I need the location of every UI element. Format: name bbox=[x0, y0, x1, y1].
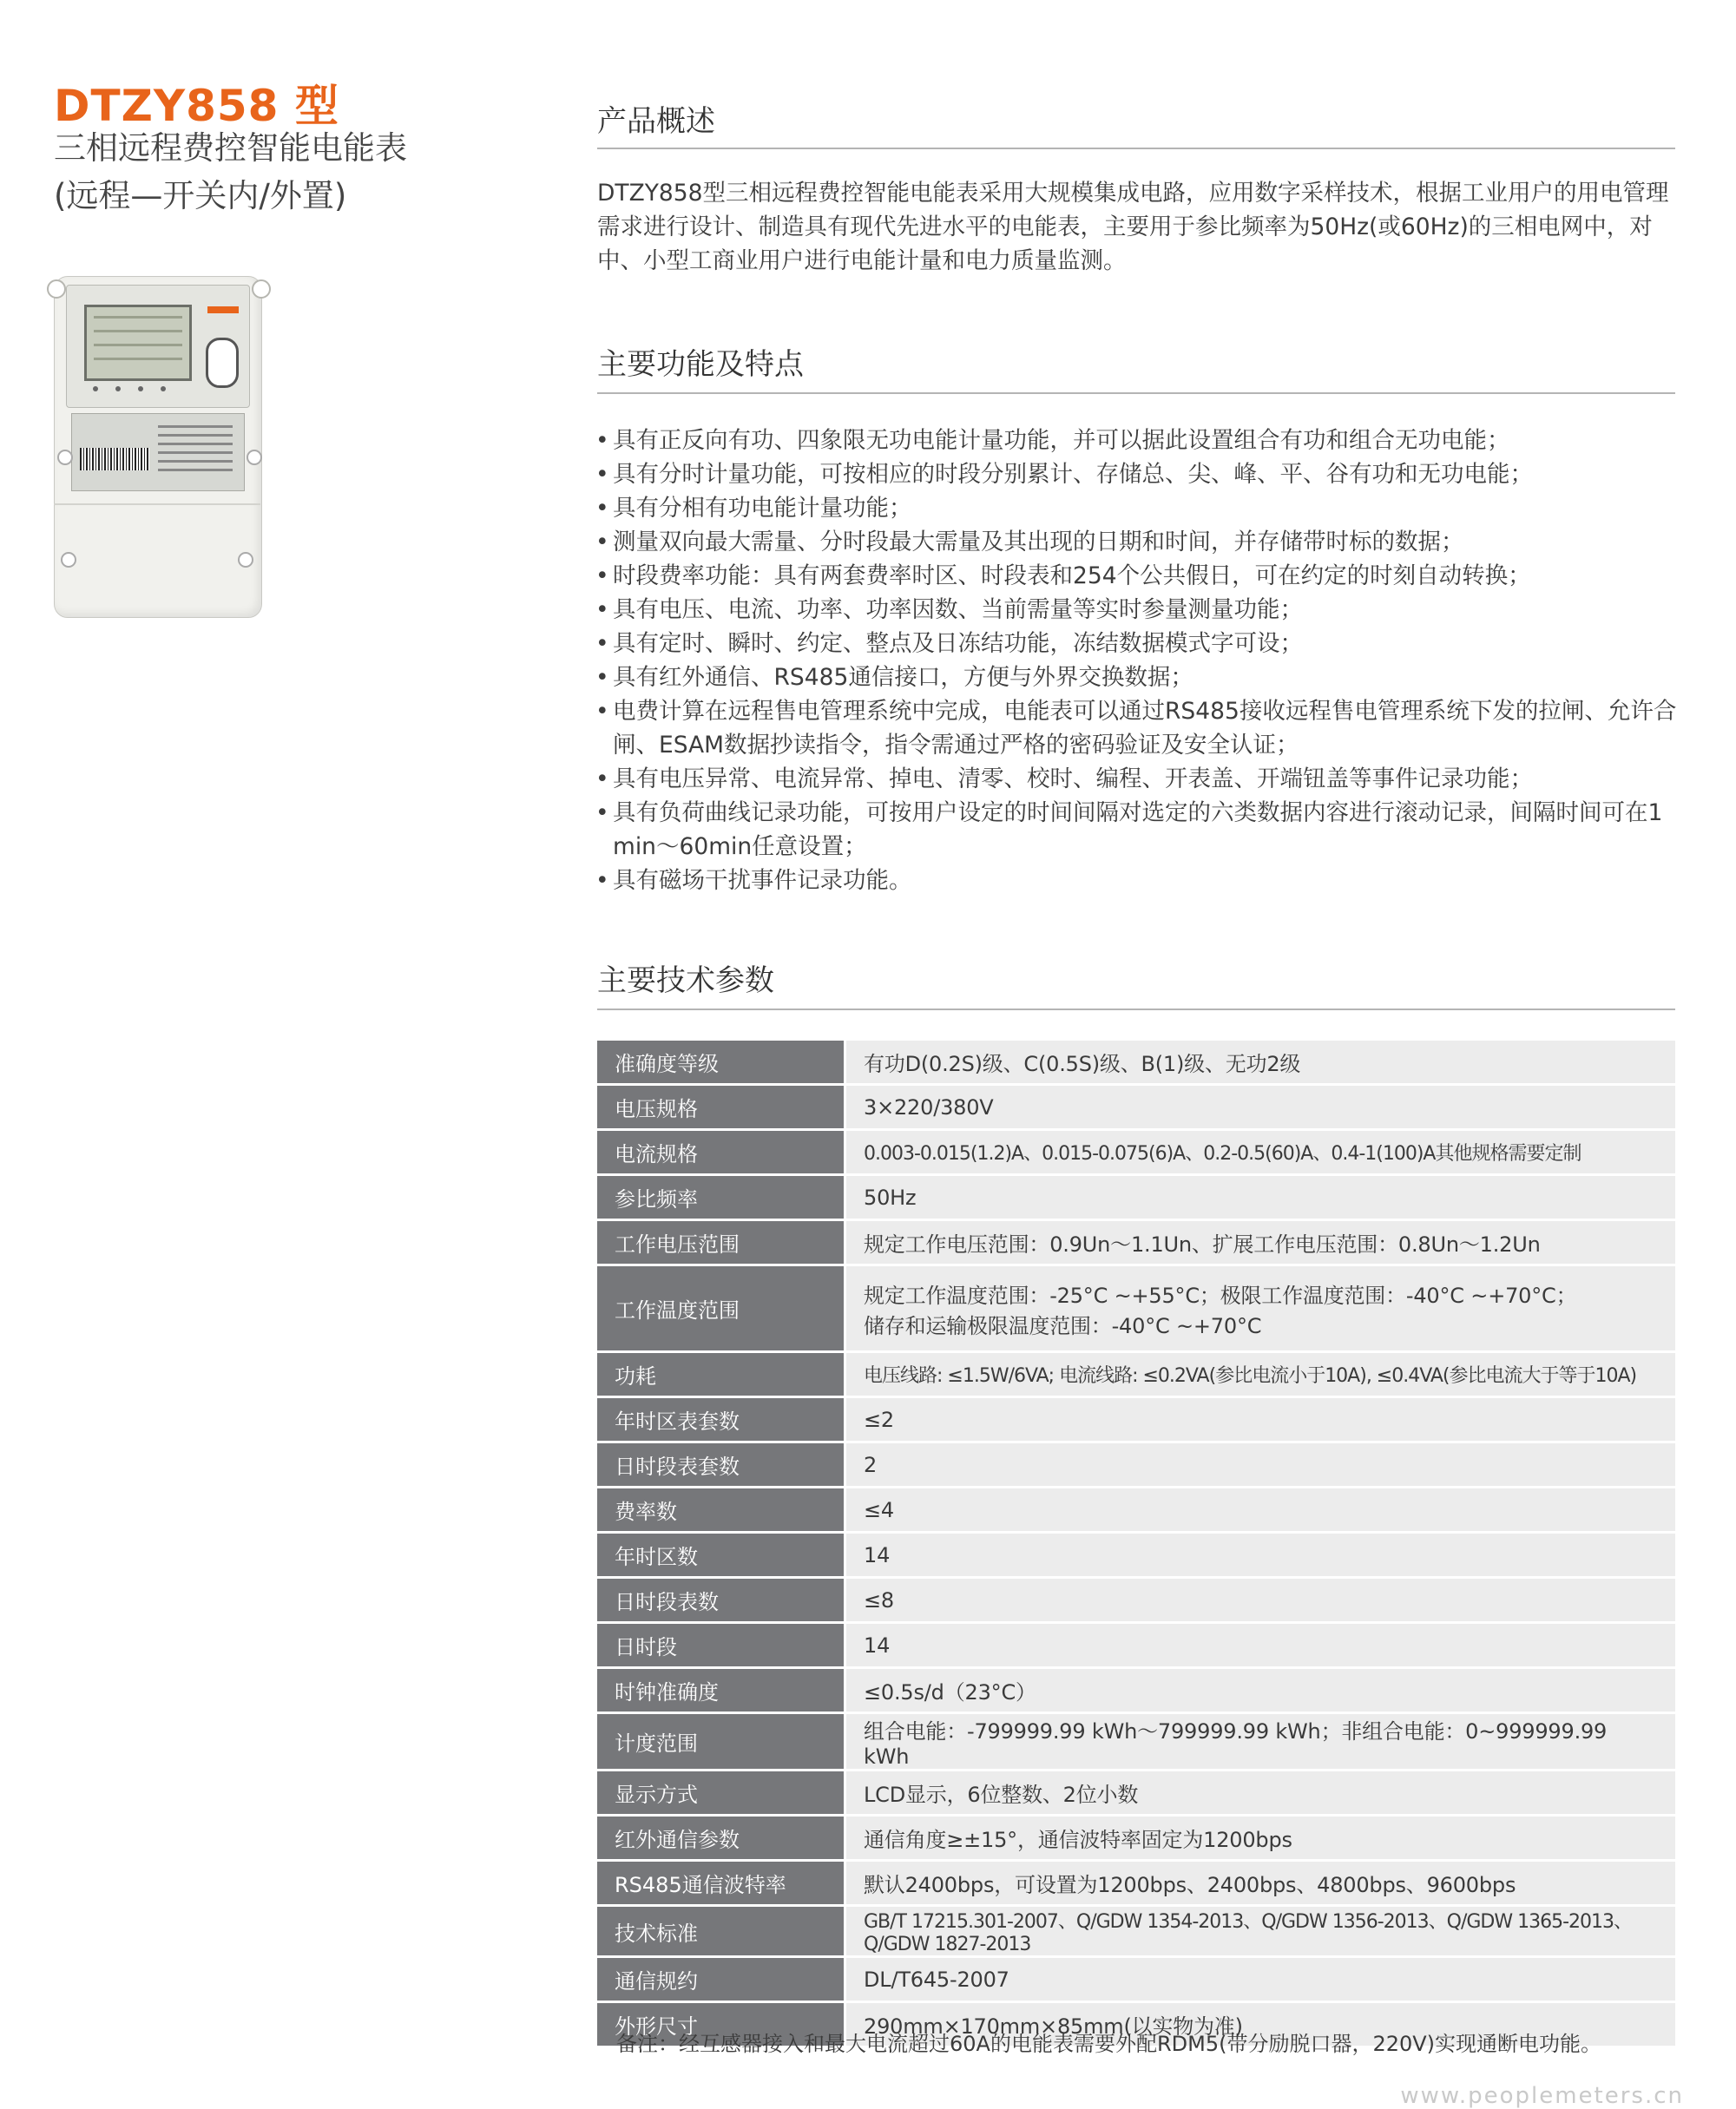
spec-value-line: 290mm×170mm×85mm(以实物为准) bbox=[864, 2014, 1243, 2039]
spec-key: 显示方式 bbox=[597, 1771, 846, 1814]
website-watermark: www.peoplemeters.cn bbox=[1400, 2083, 1684, 2109]
overview-text: DTZY858型三相远程费控智能电能表采用大规模集成电路，应用数字采样技术，根据工业用户的用电管理需求进行设计、制造具有现代先进水平的电能表，主要用于参比频率为50Hz(或60Hz)的三相电网中，对中、小型工商业用户进行电能计量和电力质量监测。 bbox=[597, 180, 1669, 274]
features-list bbox=[594, 424, 1689, 897]
spec-value bbox=[846, 1958, 1675, 2001]
feature-item: • 具有负荷曲线记录功能，可按用户设定的时间间隔对选定的六类数据内容进行滚动记录，间隔时间可在1 min～60min任意设置； bbox=[594, 796, 1689, 864]
spec-value-line: ≤0.5s/d（23°C） bbox=[864, 1680, 1036, 1705]
spec-value bbox=[846, 1669, 1675, 1712]
feature-item: • 具有分时计量功能，可按相应的时段分别累计、存储总、尖、峰、平、谷有功和无功电能； bbox=[594, 457, 1689, 491]
spec-row bbox=[597, 1353, 1675, 1396]
features-heading: 主要功能及特点 bbox=[597, 347, 804, 382]
specs-heading: 主要技术参数 bbox=[597, 963, 774, 998]
feature-item: • 具有正反向有功、四象限无功电能计量功能，并可以据此设置组合有功和组合无功电能； bbox=[594, 424, 1689, 457]
spec-value-line: DL/T645-2007 bbox=[864, 1967, 1009, 1992]
spec-key: 技术标准 bbox=[597, 1907, 846, 1955]
feature-item: • 具有红外通信、RS485通信接口，方便与外界交换数据； bbox=[594, 660, 1689, 694]
feature-item: • 测量双向最大需量、分时段最大需量及其出现的日期和时间，并存储带时标的数据； bbox=[594, 525, 1689, 559]
spec-value-line: 2 bbox=[864, 1452, 878, 1477]
spec-row bbox=[597, 1488, 1675, 1531]
spec-value-line: 通信角度≥±15°，通信波特率固定为1200bps bbox=[864, 1828, 1292, 1852]
section-divider bbox=[597, 1009, 1675, 1010]
feature-item: • 具有分相有功电能计量功能； bbox=[594, 491, 1689, 525]
section-divider bbox=[597, 148, 1675, 149]
spec-value bbox=[846, 1624, 1675, 1666]
feature-item: • 具有电压异常、电流异常、掉电、清零、校时、编程、开表盖、开端钮盖等事件记录功能； bbox=[594, 762, 1689, 796]
spec-row bbox=[597, 1579, 1675, 1621]
spec-key: 准确度等级 bbox=[597, 1041, 846, 1083]
spec-value-line: 组合电能：-799999.99 kWh～799999.99 kWh；非组合电能：0~999999.99 kWh bbox=[864, 1719, 1608, 1769]
spec-value-line: ≤8 bbox=[864, 1587, 894, 1613]
spec-value-line: 默认2400bps，可设置为1200bps、2400bps、4800bps、9600bps bbox=[864, 1873, 1516, 1897]
spec-key: 日时段表套数 bbox=[597, 1443, 846, 1486]
seal-screw-icon bbox=[247, 450, 262, 465]
spec-row bbox=[597, 1624, 1675, 1666]
spec-key: 红外通信参数 bbox=[597, 1817, 846, 1859]
spec-value-line: 50Hz bbox=[864, 1185, 917, 1210]
spec-row bbox=[597, 1398, 1675, 1441]
spec-value bbox=[846, 1579, 1675, 1621]
product-variant: (远程—开关内/外置) bbox=[54, 177, 347, 214]
spec-key: 工作温度范围 bbox=[597, 1266, 846, 1350]
mount-hole bbox=[47, 279, 66, 299]
spec-value bbox=[846, 1398, 1675, 1441]
feature-item: • 具有定时、瞬时、约定、整点及日冻结功能，冻结数据模式字可设； bbox=[594, 627, 1689, 660]
terminal-cover bbox=[54, 503, 260, 618]
spec-key: 时钟准确度 bbox=[597, 1669, 846, 1712]
spec-value bbox=[846, 1041, 1675, 1083]
lcd-screen bbox=[84, 305, 192, 381]
spec-value-line: ≤4 bbox=[864, 1497, 894, 1522]
spec-key: 参比频率 bbox=[597, 1176, 846, 1219]
spec-row bbox=[597, 1534, 1675, 1576]
product-subtitle: 三相远程费控智能电能表 bbox=[54, 129, 407, 167]
spec-key: 电压规格 bbox=[597, 1086, 846, 1128]
spec-value-line: GB/T 17215.301-2007、Q/GDW 1354-2013、Q/GDW 1356-2013、Q/GDW 1365-2013、Q/GDW 1827-2013 bbox=[864, 1911, 1633, 1955]
spec-value bbox=[846, 1771, 1675, 1814]
spec-key: 日时段 bbox=[597, 1624, 846, 1666]
spec-key: 电流规格 bbox=[597, 1131, 846, 1173]
spec-value bbox=[846, 1817, 1675, 1859]
spec-value-line: 14 bbox=[864, 1542, 891, 1567]
spec-value bbox=[846, 1176, 1675, 1219]
spec-row bbox=[597, 1131, 1675, 1173]
barcode-icon bbox=[80, 448, 149, 470]
spec-value bbox=[846, 1907, 1675, 1955]
spec-row bbox=[597, 1176, 1675, 1219]
spec-key: 费率数 bbox=[597, 1488, 846, 1531]
spec-value-line: 规定工作温度范围：-25°C ~+55°C；极限工作温度范围：-40°C ~+70°C； bbox=[864, 1283, 1577, 1308]
spec-value-line: 储存和运输极限温度范围：-40°C ~+70°C bbox=[864, 1313, 1262, 1338]
feature-item: • 具有磁场干扰事件记录功能。 bbox=[594, 864, 1689, 897]
spec-value bbox=[846, 1353, 1675, 1396]
feature-item: • 时段费率功能：具有两套费率时区、时段表和254个公共假日，可在约定的时刻自动转换； bbox=[594, 559, 1689, 593]
spec-row bbox=[597, 1443, 1675, 1486]
spec-value-line: 规定工作电压范围：0.9Un～1.1Un、扩展工作电压范围：0.8Un～1.2Un bbox=[864, 1232, 1541, 1257]
mount-hole bbox=[252, 279, 271, 299]
spec-key: 功耗 bbox=[597, 1353, 846, 1396]
spec-value bbox=[846, 1443, 1675, 1486]
spec-value bbox=[846, 1266, 1675, 1350]
nameplate-text bbox=[158, 425, 233, 428]
spec-row bbox=[597, 1771, 1675, 1814]
meter-product-image bbox=[54, 276, 260, 616]
spec-key: 通信规约 bbox=[597, 1958, 846, 2001]
seal-screw-icon bbox=[57, 450, 73, 465]
spec-value-line: 0.003-0.015(1.2)A、0.015-0.075(6)A、0.2-0.5(60)A、0.4-1(100)A其他规格需要定制 bbox=[864, 1143, 1581, 1165]
spec-key: 年时区表套数 bbox=[597, 1398, 846, 1441]
spec-value bbox=[846, 1714, 1675, 1769]
product-model-title: DTZY858 型 bbox=[54, 81, 339, 131]
spec-value-line: 14 bbox=[864, 1633, 891, 1658]
spec-key: 外形尺寸 bbox=[597, 2003, 846, 2046]
cover-screw-icon bbox=[238, 552, 253, 568]
meter-display-panel bbox=[66, 285, 250, 408]
spec-note: 备注：经互感器接入和最大电流超过60A的电能表需要外配RDM5(带分励脱口器，220V)实现通断电功能。 bbox=[616, 2032, 1602, 2056]
feature-item: • 具有电压、电流、功率、功率因数、当前需量等实时参量测量功能； bbox=[594, 593, 1689, 627]
spec-value-line: 有功D(0.2S)级、C(0.5S)级、B(1)级、无功2级 bbox=[864, 1052, 1301, 1076]
spec-value bbox=[846, 1862, 1675, 1904]
spec-row bbox=[597, 1266, 1675, 1350]
spec-key: 日时段表数 bbox=[597, 1579, 846, 1621]
spec-value bbox=[846, 1221, 1675, 1264]
spec-row bbox=[597, 1907, 1675, 1955]
meter-button-icon bbox=[206, 338, 239, 388]
spec-value bbox=[846, 1534, 1675, 1576]
spec-row bbox=[597, 1714, 1675, 1769]
spec-row bbox=[597, 1041, 1675, 1083]
spec-value-line: LCD显示，6位整数、2位小数 bbox=[864, 1783, 1139, 1807]
brand-label bbox=[207, 306, 239, 313]
spec-row bbox=[597, 1817, 1675, 1859]
spec-key: 工作电压范围 bbox=[597, 1221, 846, 1264]
spec-row bbox=[597, 1086, 1675, 1128]
indicator-lights bbox=[93, 386, 98, 391]
spec-value-line: 3×220/380V bbox=[864, 1094, 994, 1120]
cover-screw-icon bbox=[61, 552, 76, 568]
spec-value-line: ≤2 bbox=[864, 1407, 894, 1432]
spec-value bbox=[846, 1131, 1675, 1173]
spec-row bbox=[597, 1669, 1675, 1712]
spec-key: 计度范围 bbox=[597, 1714, 846, 1769]
spec-value bbox=[846, 1086, 1675, 1128]
spec-row bbox=[597, 1862, 1675, 1904]
spec-key: 年时区数 bbox=[597, 1534, 846, 1576]
spec-row bbox=[597, 1958, 1675, 2001]
spec-key: RS485通信波特率 bbox=[597, 1862, 846, 1904]
overview-heading: 产品概述 bbox=[597, 104, 715, 139]
spec-table bbox=[597, 1038, 1675, 2048]
spec-row bbox=[597, 1221, 1675, 1264]
section-divider bbox=[597, 392, 1675, 394]
spec-value-line: 电压线路: ≤1.5W/6VA; 电流线路: ≤0.2VA(参比电流小于10A), ≤0.4VA(参比电流大于等于10A) bbox=[864, 1365, 1637, 1387]
spec-value bbox=[846, 1488, 1675, 1531]
feature-item: • 电费计算在远程售电管理系统中完成，电能表可以通过RS485接收远程售电管理系统下发的拉闸、允许合闸、ESAM数据抄读指令，指令需通过严格的密码验证及安全认证； bbox=[594, 694, 1689, 762]
